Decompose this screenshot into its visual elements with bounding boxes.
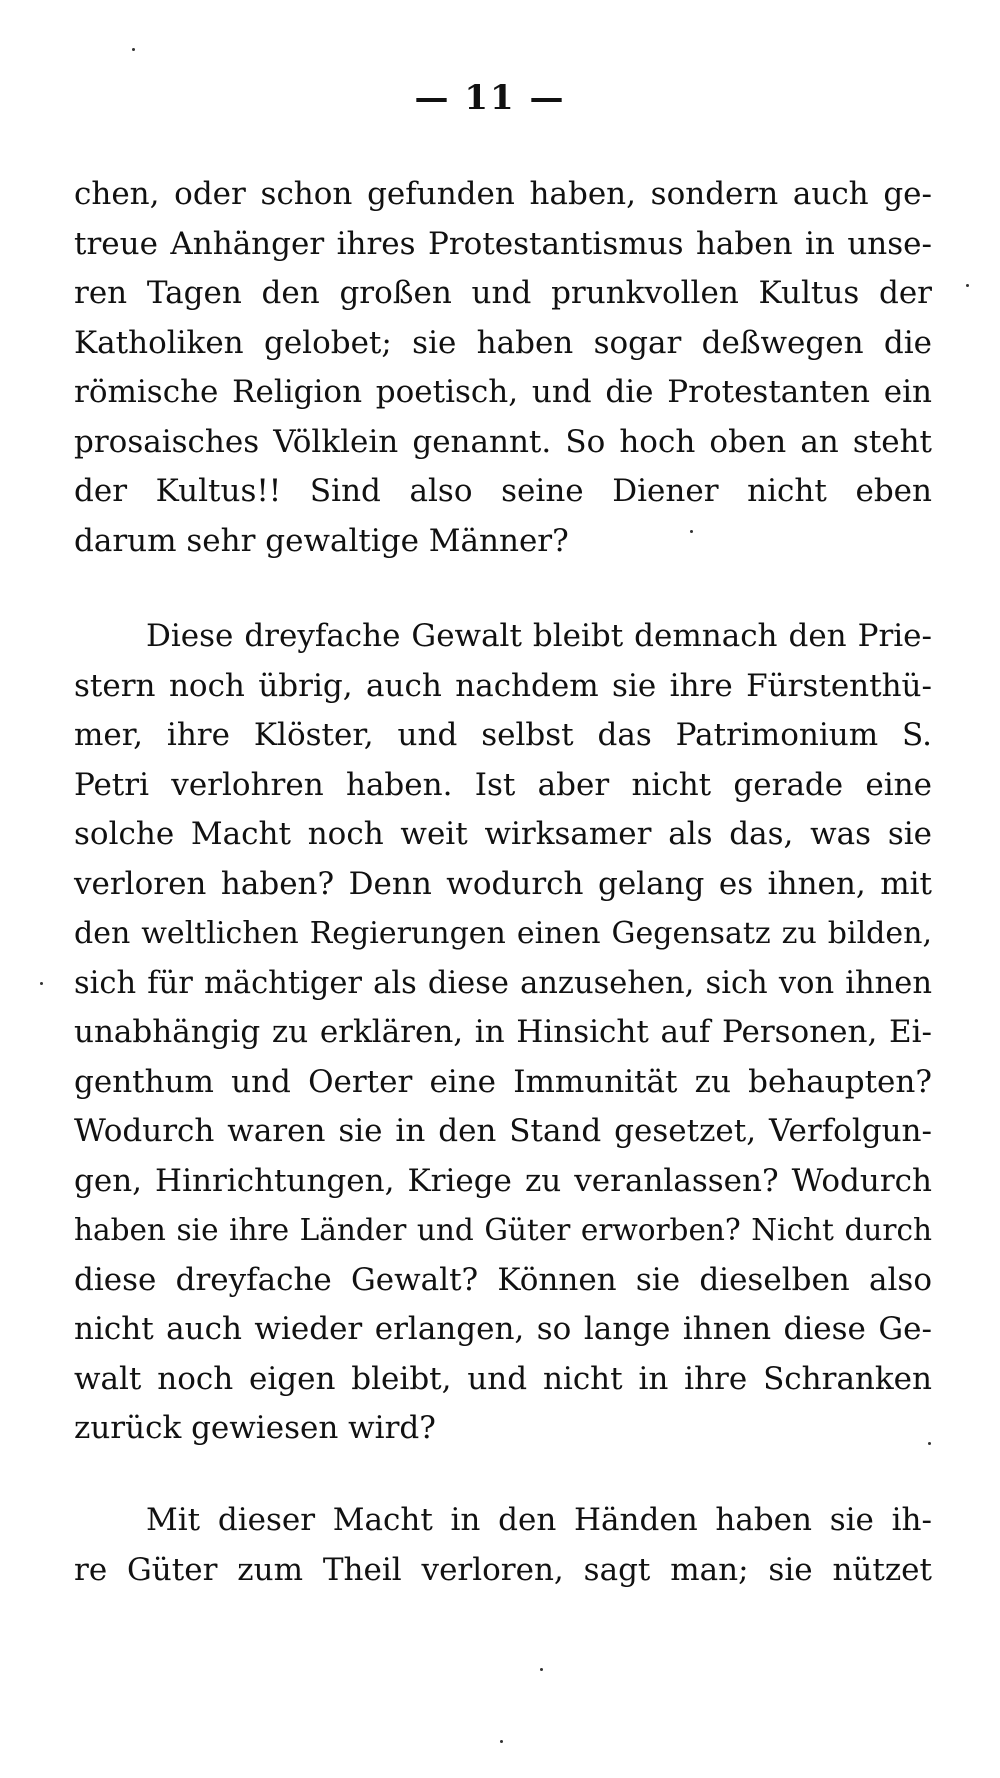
- text-line: diese dreyfache Gewalt? Können sie dieselben also: [74, 1261, 932, 1298]
- paper-speck: [966, 284, 969, 287]
- text-line: Katholiken gelobet; sie haben sogar deßwegen die: [74, 324, 932, 361]
- text-line: walt noch eigen bleibt, und nicht in ihre Schranken: [74, 1360, 932, 1397]
- paper-speck: [40, 982, 43, 985]
- text-line: prosaisches Völklein genannt. So hoch oben an steht: [74, 423, 932, 460]
- text-line: re Güter zum Theil verloren, sagt man; sie nützet: [74, 1551, 932, 1588]
- text-line: genthum und Oerter eine Immunität zu behaupten?: [74, 1063, 932, 1100]
- text-line: römische Religion poetisch, und die Protestanten ein: [74, 374, 932, 410]
- paper-speck: [132, 48, 135, 51]
- text-line: chen, oder schon gefunden haben, sondern auch ge-: [74, 176, 932, 212]
- paper-speck: [928, 1442, 931, 1445]
- text-line: Mit dieser Macht in den Händen haben sie ih-: [146, 1502, 932, 1538]
- text-line: solche Macht noch weit wirksamer als das, was sie: [74, 816, 932, 852]
- page-number: — 11 —: [414, 78, 566, 118]
- text-line: Petri verlohren haben. Ist aber nicht gerade eine: [74, 766, 932, 803]
- text-line: darum sehr gewaltige Männer?: [74, 522, 569, 559]
- text-line: Diese dreyfache Gewalt bleibt demnach den Prie-: [146, 618, 932, 654]
- text-line: sich für mächtiger als diese anzusehen, sich von ihnen: [74, 965, 932, 1001]
- paragraph-2: [74, 612, 932, 1454]
- text-line: unabhängig zu erklären, in Hinsicht auf Personen, Ei-: [74, 1014, 932, 1050]
- paper-speck: [690, 530, 693, 533]
- paper-speck: [540, 1668, 543, 1671]
- text-line: Wodurch waren sie in den Stand gesetzet, Verfolgun-: [74, 1113, 932, 1149]
- text-line: mer, ihre Klöster, und selbst das Patrimonium S.: [74, 717, 932, 753]
- text-line: haben sie ihre Länder und Güter erworben? Nicht durch: [74, 1213, 932, 1247]
- text-line: stern noch übrig, auch nachdem sie ihre Fürstenthü-: [74, 667, 932, 704]
- text-line: der Kultus!! Sind also seine Diener nicht eben: [74, 473, 932, 509]
- text-line: nicht auch wieder erlangen, so lange ihnen diese Ge-: [74, 1311, 932, 1347]
- text-line: den weltlichen Regierungen einen Gegensatz zu bilden,: [74, 916, 932, 951]
- text-line: verloren haben? Denn wodurch gelang es ihnen, mit: [74, 865, 932, 902]
- paper-speck: [500, 1740, 503, 1743]
- text-line: gen, Hinrichtungen, Kriege zu veranlassen? Wodurch: [74, 1162, 932, 1199]
- text-line: ren Tagen den großen und prunkvollen Kultus der: [74, 275, 932, 311]
- paragraph-1: [74, 170, 932, 566]
- paragraph-3: [74, 1496, 932, 1595]
- text-line: treue Anhänger ihres Protestantismus haben in unse-: [74, 225, 932, 262]
- text-line: zurück gewiesen wird?: [74, 1410, 436, 1446]
